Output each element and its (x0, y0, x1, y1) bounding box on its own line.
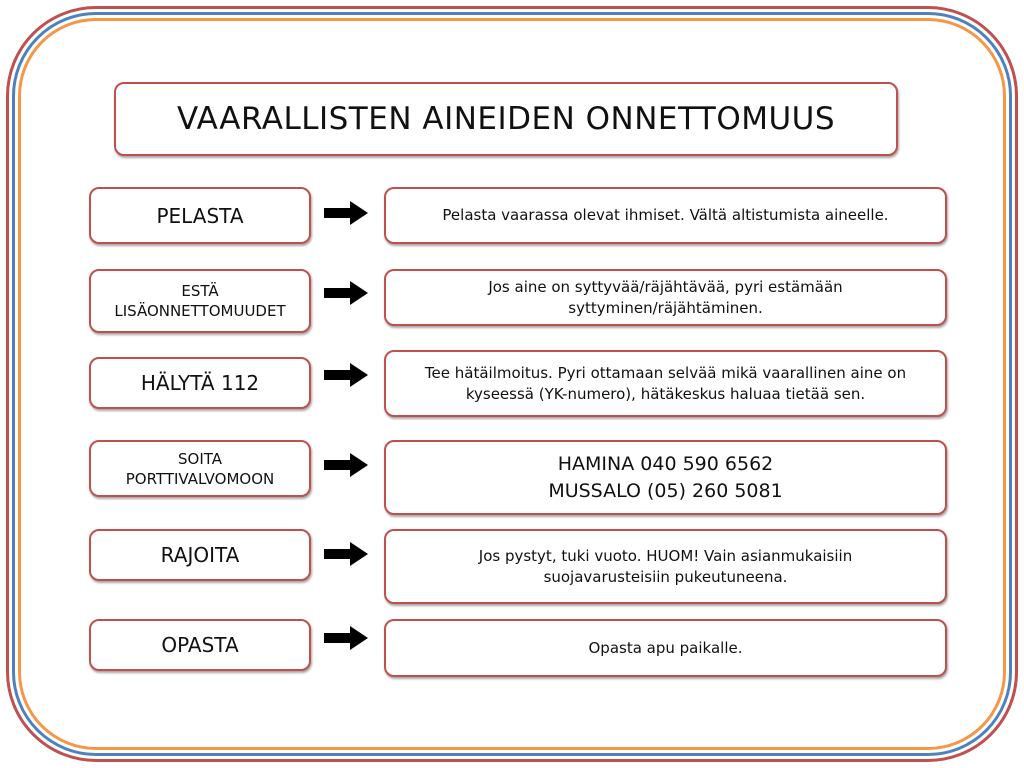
right-arrow-icon (324, 453, 368, 477)
action-label: OPASTA (161, 633, 239, 657)
action-label: ESTÄ LISÄONNETTOMUUDET (114, 282, 286, 320)
diagram-title (114, 82, 898, 156)
description-text: Jos aine on syttyvää/räjähtävää, pyri estämään syttyminen/räjähtäminen. (488, 277, 843, 317)
action-box-opasta (89, 619, 311, 671)
description-text: Pelasta vaarassa olevat ihmiset. Vältä altistumista aineelle. (442, 206, 889, 224)
right-arrow-icon (324, 363, 368, 387)
description-text: Jos pystyt, tuki vuoto. HUOM! Vain asianmukaisiin suojavarusteisiin pukeutuneena. (478, 546, 853, 586)
description-box-opasta (384, 619, 947, 677)
right-arrow-icon (324, 626, 368, 650)
description-box-esta (384, 269, 947, 326)
right-arrow-icon (324, 201, 368, 225)
description-text: Tee hätäilmoitus. Pyri ottamaan selvää mikä vaarallinen aine on kyseessä (YK-numero), hätäkeskus haluaa tietää sen. (424, 363, 907, 403)
description-box-rajoita (384, 529, 947, 604)
description-box-soita (384, 440, 947, 515)
action-box-esta (89, 269, 311, 333)
description-text: HAMINA 040 590 6562 MUSSALO (05) 260 5081 (548, 452, 783, 502)
action-box-pelasta (89, 187, 311, 244)
description-box-halyta (384, 350, 947, 417)
action-box-soita (89, 440, 311, 497)
description-box-pelasta (384, 187, 947, 244)
action-label: HÄLYTÄ 112 (140, 371, 260, 395)
action-box-halyta (89, 357, 311, 409)
action-label: SOITA PORTTIVALVOMOON (125, 449, 275, 488)
action-label: PELASTA (156, 203, 244, 228)
action-label: RAJOITA (160, 543, 240, 567)
right-arrow-icon (324, 542, 368, 566)
diagram-title-text: VAARALLISTEN AINEIDEN ONNETTOMUUS (176, 101, 836, 137)
description-text: Opasta apu paikalle. (588, 638, 743, 657)
action-box-rajoita (89, 529, 311, 581)
right-arrow-icon (324, 281, 368, 305)
